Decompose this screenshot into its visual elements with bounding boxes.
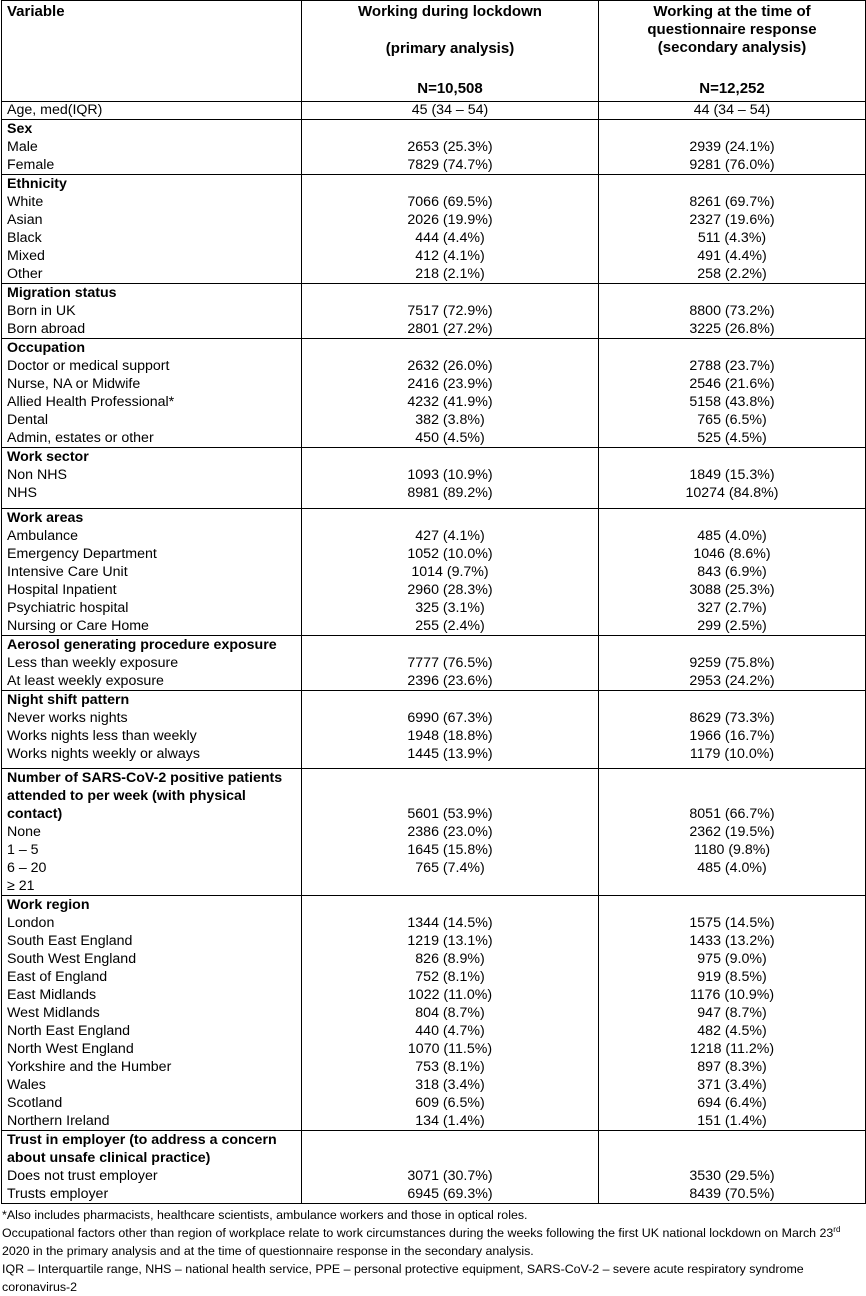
row-label: Less than weekly exposure: [2, 654, 302, 672]
row-value-col1: 6945 (69.3%): [302, 1185, 599, 1204]
table-row: [2, 617, 866, 636]
section-title-col2: [599, 339, 866, 358]
row-value-col2: 151 (1.4%): [599, 1112, 866, 1131]
row-value-col2: 10274 (84.8%): [599, 484, 866, 502]
row-value-col1: 1445 (13.9%): [302, 745, 599, 763]
row-label: Asian: [2, 211, 302, 229]
row-value-col1: 134 (1.4%): [302, 1112, 599, 1131]
footnote-occupational-text-2: 2020 in the primary analysis and at the time of questionnaire response in the secondary analysis.: [2, 1244, 534, 1258]
table-row: [2, 672, 866, 691]
table-row: [2, 411, 866, 429]
table-row: [2, 211, 866, 229]
header-variable: Variable: [2, 1, 302, 102]
section-title-col1: [302, 448, 599, 467]
row-label: Black: [2, 229, 302, 247]
row-label: Male: [2, 138, 302, 156]
row-value-col2: 919 (8.5%): [599, 968, 866, 986]
row-label: Trusts employer: [2, 1185, 302, 1204]
section-title-row: [2, 508, 866, 527]
row-value-col2: 947 (8.7%): [599, 1004, 866, 1022]
section-title-col1: [302, 896, 599, 915]
row-label: Never works nights: [2, 709, 302, 727]
table-row: [2, 654, 866, 672]
row-label: Nursing or Care Home: [2, 617, 302, 636]
section-night-shift-pattern: [2, 690, 866, 769]
section-title: Night shift pattern: [2, 690, 302, 709]
row-value-col2: 1575 (14.5%): [599, 914, 866, 932]
section-title: Sex: [2, 120, 302, 139]
row-value-col1: 7777 (76.5%): [302, 654, 599, 672]
footnote-superscript: rd: [833, 1224, 841, 1234]
table-row: [2, 102, 866, 120]
header-col2-line3: (secondary analysis): [657, 39, 807, 56]
section-title-row: [2, 635, 866, 654]
section-title-col2: [599, 690, 866, 709]
row-label: South East England: [2, 932, 302, 950]
table-row: [2, 1040, 866, 1058]
row-value-col2: 3225 (26.8%): [599, 320, 866, 339]
row-value-col2: 2546 (21.6%): [599, 375, 866, 393]
row-label: White: [2, 193, 302, 211]
row-value-col1: 2653 (25.3%): [302, 138, 599, 156]
row-label: Born in UK: [2, 302, 302, 320]
row-value-col1: 4232 (41.9%): [302, 393, 599, 411]
row-value-col2: 1179 (10.0%): [599, 745, 866, 763]
table-row: [2, 302, 866, 320]
row-label: ≥ 21: [2, 877, 302, 896]
row-label: Works nights less than weekly: [2, 727, 302, 745]
footnote-asterisk: *Also includes pharmacists, healthcare scientists, ambulance workers and those in optical roles.: [2, 1208, 528, 1222]
table-row: [2, 393, 866, 411]
row-value-col2: 975 (9.0%): [599, 950, 866, 968]
row-value-col2: 299 (2.5%): [599, 617, 866, 636]
section-title: Work areas: [2, 508, 302, 527]
section-title-row: [2, 120, 866, 139]
table-row: [2, 1167, 866, 1185]
footnotes: [0, 1204, 866, 1296]
section-title-col1: [302, 175, 599, 194]
row-label: Non NHS: [2, 466, 302, 484]
row-value-col1: 440 (4.7%): [302, 1022, 599, 1040]
row-value-col1: 325 (3.1%): [302, 599, 599, 617]
row-value-col1: 8981 (89.2%): [302, 484, 599, 502]
table-row: [2, 484, 866, 502]
row-label: Intensive Care Unit: [2, 563, 302, 581]
row-label: Female: [2, 156, 302, 175]
table-row: [2, 841, 866, 859]
row-value-col1: 3071 (30.7%): [302, 1167, 599, 1185]
section-title-col2: [599, 1131, 866, 1168]
row-value-col2: 843 (6.9%): [599, 563, 866, 581]
row-value-col2: 3088 (25.3%): [599, 581, 866, 599]
table-row: [2, 265, 866, 284]
row-value-col1: 753 (8.1%): [302, 1058, 599, 1076]
row-label: West Midlands: [2, 1004, 302, 1022]
section-migration-status: [2, 284, 866, 339]
row-value-col1: 218 (2.1%): [302, 265, 599, 284]
row-label: North East England: [2, 1022, 302, 1040]
header-col1-line1: Working during lockdown: [358, 3, 542, 20]
row-label: East Midlands: [2, 986, 302, 1004]
row-value-col2: 1966 (16.7%): [599, 727, 866, 745]
row-label: Yorkshire and the Humber: [2, 1058, 302, 1076]
row-value-col1: 1948 (18.8%): [302, 727, 599, 745]
table-row: [2, 527, 866, 545]
table-row: [2, 247, 866, 265]
row-value-col2: 5158 (43.8%): [599, 393, 866, 411]
row-value-col1: 2026 (19.9%): [302, 211, 599, 229]
table-row: [2, 429, 866, 448]
table-row: [2, 320, 866, 339]
header-col2-line1: Working at the time of: [653, 3, 811, 20]
table-row: [2, 1094, 866, 1112]
row-value-col2: 9281 (76.0%): [599, 156, 866, 175]
section-title-col1: 5601 (53.9%): [302, 769, 599, 824]
row-value-col2: 8439 (70.5%): [599, 1185, 866, 1204]
row-value-col1: [302, 877, 599, 896]
section-title: Migration status: [2, 284, 302, 303]
row-value-col2: 485 (4.0%): [599, 859, 866, 877]
row-value-col2: 371 (3.4%): [599, 1076, 866, 1094]
table-row: [2, 932, 866, 950]
section-title: Number of SARS-CoV-2 positive patients attended to per week (with physical contact): [2, 769, 302, 824]
section-trust-in-employer-to-address-a-concern-about-unsafe-clinical-practice: [2, 1131, 866, 1204]
row-label: Mixed: [2, 247, 302, 265]
table-row: [2, 1112, 866, 1131]
row-value-col1: 318 (3.4%): [302, 1076, 599, 1094]
row-value-col1: 1093 (10.9%): [302, 466, 599, 484]
row-label: Does not trust employer: [2, 1167, 302, 1185]
section-title-col1: [302, 635, 599, 654]
table-row: [2, 727, 866, 745]
table-header: [2, 1, 866, 102]
header-working-during-lockdown: [302, 1, 599, 102]
table-row: [2, 229, 866, 247]
row-label: Other: [2, 265, 302, 284]
section-title-row: [2, 769, 866, 824]
row-value-col2: 1046 (8.6%): [599, 545, 866, 563]
table-row: [2, 1076, 866, 1094]
row-label: 6 – 20: [2, 859, 302, 877]
table-row: [2, 357, 866, 375]
row-value-col1: 1022 (11.0%): [302, 986, 599, 1004]
section-title-row: [2, 448, 866, 467]
section-title-row: [2, 1131, 866, 1168]
row-value-col1: 6990 (67.3%): [302, 709, 599, 727]
row-value-col1: 7829 (74.7%): [302, 156, 599, 175]
section-occupation: [2, 339, 866, 448]
section-ethnicity: [2, 175, 866, 284]
age-label: Age, med(IQR): [2, 102, 302, 120]
section-title-row: [2, 896, 866, 915]
age-col2: 44 (34 – 54): [599, 102, 866, 120]
row-value-col2: 1180 (9.8%): [599, 841, 866, 859]
table-row: [2, 581, 866, 599]
row-value-col2: 765 (6.5%): [599, 411, 866, 429]
row-value-col2: 8261 (69.7%): [599, 193, 866, 211]
table-row: [2, 599, 866, 617]
section-title-row: [2, 339, 866, 358]
table-row: [2, 156, 866, 175]
row-label: 1 – 5: [2, 841, 302, 859]
row-value-col1: 1219 (13.1%): [302, 932, 599, 950]
table-row: [2, 545, 866, 563]
row-label: Hospital Inpatient: [2, 581, 302, 599]
table-row: [2, 466, 866, 484]
row-label: London: [2, 914, 302, 932]
section-title: Work region: [2, 896, 302, 915]
table-row: [2, 950, 866, 968]
row-label: East of England: [2, 968, 302, 986]
row-value-col2: 9259 (75.8%): [599, 654, 866, 672]
section-title-col1: [302, 690, 599, 709]
table-row: [2, 1058, 866, 1076]
age-row-group: [2, 102, 866, 120]
table-row: [2, 859, 866, 877]
row-label: Works nights weekly or always: [2, 745, 302, 763]
section-title: Trust in employer (to address a concern about unsafe clinical practice): [2, 1131, 302, 1168]
row-value-col2: 897 (8.3%): [599, 1058, 866, 1076]
row-value-col2: 2327 (19.6%): [599, 211, 866, 229]
table-row: [2, 823, 866, 841]
row-value-col1: 2396 (23.6%): [302, 672, 599, 691]
row-label: Admin, estates or other: [2, 429, 302, 448]
table-row: [2, 1004, 866, 1022]
row-label: Ambulance: [2, 527, 302, 545]
section-title-col1: [302, 284, 599, 303]
table-row: [2, 745, 866, 763]
row-label: None: [2, 823, 302, 841]
section-title-col2: 8051 (66.7%): [599, 769, 866, 824]
row-value-col1: 2960 (28.3%): [302, 581, 599, 599]
row-value-col1: 804 (8.7%): [302, 1004, 599, 1022]
row-label: Emergency Department: [2, 545, 302, 563]
section-title-col1: [302, 508, 599, 527]
row-value-col2: 525 (4.5%): [599, 429, 866, 448]
row-value-col1: 412 (4.1%): [302, 247, 599, 265]
table-row: [2, 914, 866, 932]
footnote-occupational: [2, 1224, 864, 1260]
row-label: North West England: [2, 1040, 302, 1058]
row-value-col2: [599, 877, 866, 896]
row-value-col2: 2362 (19.5%): [599, 823, 866, 841]
row-value-col1: 382 (3.8%): [302, 411, 599, 429]
row-value-col2: 1176 (10.9%): [599, 986, 866, 1004]
row-value-col1: 2416 (23.9%): [302, 375, 599, 393]
section-title-row: [2, 284, 866, 303]
footnote-abbreviations: IQR – Interquartile range, NHS – national health service, PPE – personal protective equipment, SARS-CoV-2 – severe acute respiratory syndrome coronavirus-2: [2, 1262, 804, 1294]
table-row: [2, 877, 866, 896]
table-row: [2, 709, 866, 727]
row-label: Allied Health Professional*: [2, 393, 302, 411]
row-label: Doctor or medical support: [2, 357, 302, 375]
row-value-col1: 2386 (23.0%): [302, 823, 599, 841]
row-value-col1: 255 (2.4%): [302, 617, 599, 636]
row-value-col2: 1218 (11.2%): [599, 1040, 866, 1058]
row-value-col2: 1433 (13.2%): [599, 932, 866, 950]
table-row: [2, 138, 866, 156]
table-row: [2, 1022, 866, 1040]
row-value-col2: 327 (2.7%): [599, 599, 866, 617]
section-work-region: [2, 896, 866, 1131]
row-value-col2: 511 (4.3%): [599, 229, 866, 247]
table-row: [2, 986, 866, 1004]
header-col1-n: N=10,508: [417, 80, 483, 97]
row-value-col2: 491 (4.4%): [599, 247, 866, 265]
header-col2-line2: questionnaire response: [647, 21, 817, 38]
row-value-col2: 1849 (15.3%): [599, 466, 866, 484]
row-value-col2: 2939 (24.1%): [599, 138, 866, 156]
row-label: Psychiatric hospital: [2, 599, 302, 617]
row-value-col1: 7517 (72.9%): [302, 302, 599, 320]
section-title: Ethnicity: [2, 175, 302, 194]
section-title: Occupation: [2, 339, 302, 358]
section-title-col2: [599, 284, 866, 303]
table-row: [2, 193, 866, 211]
row-value-col2: 8629 (73.3%): [599, 709, 866, 727]
row-label: South West England: [2, 950, 302, 968]
section-title-col1: [302, 1131, 599, 1168]
row-label: Dental: [2, 411, 302, 429]
section-work-sector: [2, 448, 866, 509]
section-title-col2: [599, 120, 866, 139]
row-value-col1: 1014 (9.7%): [302, 563, 599, 581]
characteristics-table: [1, 0, 866, 1204]
row-value-col1: 444 (4.4%): [302, 229, 599, 247]
section-title-col1: [302, 339, 599, 358]
row-value-col2: 482 (4.5%): [599, 1022, 866, 1040]
row-value-col2: 258 (2.2%): [599, 265, 866, 284]
row-label: Born abroad: [2, 320, 302, 339]
row-value-col1: 609 (6.5%): [302, 1094, 599, 1112]
section-title-col2: [599, 635, 866, 654]
age-col1: 45 (34 – 54): [302, 102, 599, 120]
row-label: Northern Ireland: [2, 1112, 302, 1131]
row-value-col1: 7066 (69.5%): [302, 193, 599, 211]
row-value-col1: 1344 (14.5%): [302, 914, 599, 932]
footnote-occupational-text: Occupational factors other than region of workplace relate to work circumstances during the weeks following the first UK national lockdown on March 23: [2, 1226, 834, 1240]
section-sex: [2, 120, 866, 175]
row-value-col1: 2632 (26.0%): [302, 357, 599, 375]
row-value-col2: 485 (4.0%): [599, 527, 866, 545]
row-value-col1: 427 (4.1%): [302, 527, 599, 545]
section-title-row: [2, 175, 866, 194]
section-work-areas: [2, 508, 866, 635]
row-value-col1: 765 (7.4%): [302, 859, 599, 877]
row-label: Nurse, NA or Midwife: [2, 375, 302, 393]
section-title-row: [2, 690, 866, 709]
row-value-col2: 8800 (73.2%): [599, 302, 866, 320]
row-value-col2: 3530 (29.5%): [599, 1167, 866, 1185]
row-value-col1: 752 (8.1%): [302, 968, 599, 986]
section-title-col2: [599, 896, 866, 915]
section-title: Work sector: [2, 448, 302, 467]
table-row: [2, 375, 866, 393]
table-row: [2, 968, 866, 986]
section-title: Aerosol generating procedure exposure: [2, 635, 302, 654]
row-value-col1: 2801 (27.2%): [302, 320, 599, 339]
row-value-col2: 694 (6.4%): [599, 1094, 866, 1112]
table-row: [2, 563, 866, 581]
row-value-col2: 2788 (23.7%): [599, 357, 866, 375]
row-label: At least weekly exposure: [2, 672, 302, 691]
section-aerosol-generating-procedure-exposure: [2, 635, 866, 690]
row-value-col1: 1052 (10.0%): [302, 545, 599, 563]
section-title-col1: [302, 120, 599, 139]
row-label: Wales: [2, 1076, 302, 1094]
section-number-of-sars-cov-2-positive-patients-attended-to-per-week-with-physical-contact: [2, 769, 866, 896]
row-value-col2: 2953 (24.2%): [599, 672, 866, 691]
header-working-at-questionnaire: [599, 1, 866, 102]
row-value-col1: 1070 (11.5%): [302, 1040, 599, 1058]
section-title-col2: [599, 175, 866, 194]
header-col2-n: N=12,252: [699, 80, 765, 97]
header-col1-line2: (primary analysis): [385, 40, 515, 57]
table-row: [2, 1185, 866, 1204]
row-value-col1: 1645 (15.8%): [302, 841, 599, 859]
row-value-col1: 826 (8.9%): [302, 950, 599, 968]
row-label: Scotland: [2, 1094, 302, 1112]
section-title-col2: [599, 448, 866, 467]
section-title-col2: [599, 508, 866, 527]
row-value-col1: 450 (4.5%): [302, 429, 599, 448]
row-label: NHS: [2, 484, 302, 502]
